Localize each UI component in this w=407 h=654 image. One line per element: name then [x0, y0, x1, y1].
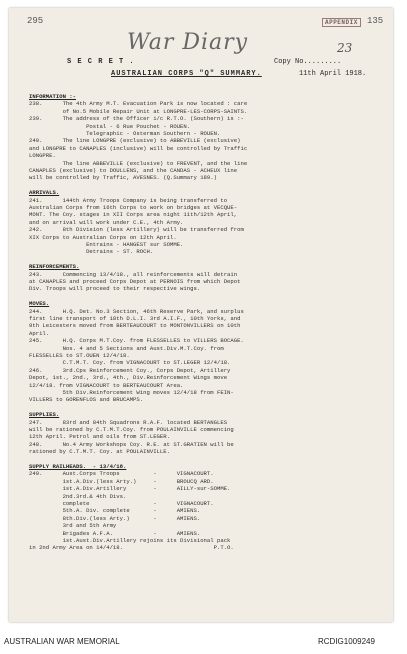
- section-heading: INFORMATION :-: [29, 93, 76, 100]
- text-line: 239. The address of the Officer i/c R.T.O. (Southern) is :-: [29, 115, 244, 123]
- text-line: 247. 83rd and 84th Squadrons R.A.F. located BERTANGLES: [29, 418, 228, 426]
- text-line: 2nd.3rd.& 4th Divs.: [29, 492, 127, 500]
- text-line: 12/4/18. from VIGNACOURT to BERTEAUCOURT Area.: [29, 381, 184, 389]
- text-line: XIX Corps to Australian Corps on 12th April.: [29, 233, 177, 241]
- text-line: 9th Leicesters moved from BERTEAUCOURT to MONTONVILLERS on 10th: [29, 322, 241, 330]
- secret-heading: S E C R E T .: [67, 58, 135, 66]
- text-line: 241. 144th Army Troops Company is being transferred to: [29, 196, 228, 204]
- text-line: 245. H.Q. Corps M.T.Coy. from FLESSELLES to VILLERS BOCAGE.: [29, 337, 244, 345]
- section-heading: REINFORCEMENTS.: [29, 263, 80, 271]
- text-line: C.T.M.T. Coy. from VIGNACOURT to ST.LEGER 12/4/18.: [29, 359, 231, 367]
- archive-reference: RCDIG1009249: [318, 637, 375, 646]
- text-line: 5th.A. Div. complete - AMIENS.: [29, 507, 201, 515]
- text-line: 243. Commencing 13/4/18., all reinforcements will detrain: [29, 270, 238, 278]
- text-line: 242. 8th Division (less Artillery) will be transferred from: [29, 226, 244, 234]
- text-line: Telegraphic - Osterman Southern - ROUEN.: [29, 130, 221, 137]
- section-heading: ARRIVALS.: [29, 189, 60, 197]
- text-line: 1st.A.Div.(less Arty.) - BROUCQ ARD.: [29, 477, 214, 485]
- section-heading: MOVES.: [29, 300, 50, 308]
- text-line: Postal - 6 Rue Pouchet - ROUEN.: [29, 122, 191, 130]
- text-line: Div. Troops will proceed to their respective wings.: [29, 285, 201, 293]
- text-line: April.: [29, 329, 50, 337]
- text-line: 244. H.Q. Det. No.3 Section, 46th Reserve Park, and surplus: [29, 307, 244, 315]
- copy-no: Copy No.........: [274, 58, 342, 66]
- text-line: of No.5 Mobile Repair Unit at LONGPRE-LES-CORPS-SAINTS.: [29, 107, 248, 115]
- document-title: AUSTRALIAN CORPS "Q" SUMMARY.: [111, 70, 262, 78]
- page-number-right: 135: [367, 16, 384, 26]
- text-line: 8th.Div.(less Arty.) - AMIENS.: [29, 514, 201, 522]
- section-heading: SUPPLY RAILHEADS. - 13/4/18.: [29, 463, 127, 470]
- text-line: 249. Aust.Corps Troops - VIGNACOURT.: [29, 470, 214, 478]
- text-line: LONGPRE.: [29, 152, 56, 160]
- text-line: at CANAPLES and proceed Corps Depot at PERNOIS from which Depot: [29, 278, 241, 285]
- text-line: 238. The 4th Army M.T. Evacuation Park is now located : care: [29, 100, 248, 108]
- text-line: will be controlled by Traffic, AVESNES. (Q.Summary 189.): [29, 174, 217, 182]
- text-line: CANAPLES (exclusive) to DOULLENS, and the CANDAS - ACHEUX line: [29, 167, 238, 174]
- page-number-left: 295: [27, 16, 44, 26]
- text-line: Nos. 4 and 5 Sections and Aust.Div.M.T.Coy. from: [29, 344, 224, 352]
- text-line: The line ABBEVILLE (exclusive) to FREVENT, and the line: [29, 159, 248, 167]
- text-line: Brigades A.F.A. - AMIENS.: [29, 529, 201, 537]
- text-line: 5th Div.Reinforcement Wing moves 12/4/18 from FEIN-: [29, 389, 234, 396]
- text-line: in 2nd Army Area on 14/4/18. P.T.O.: [29, 544, 234, 552]
- text-line: first line transport of 18th D.L.I. 3rd A.I.F., 10th Yorks, and: [29, 315, 241, 322]
- text-line: will be rationed by C.T.M.T.Coy. from POULAINVILLE commencing: [29, 426, 234, 433]
- archive-credit: AUSTRALIAN WAR MEMORIAL: [4, 637, 120, 646]
- section-heading: SUPPLIES.: [29, 411, 60, 419]
- text-line: rationed by C.T.M.T. Coy. at POULAINVILLE.: [29, 448, 170, 456]
- text-line: 248. No.4 Army Workshops Coy. R.E. at ST.GRATIEN will be: [29, 440, 234, 448]
- text-line: 1st.A.Div.Artillery - AILLY-sur-SOMME.: [29, 485, 231, 493]
- text-line: and on arrival will work under C.E., 4th Army.: [29, 218, 184, 226]
- text-line: Australian Corps from 16th Corps to work on bridges at VECQUE-: [29, 204, 238, 211]
- copy-number-handwritten: 23: [337, 41, 353, 55]
- document-page: [9, 8, 393, 622]
- text-line: 12th April. Petrol and oils from ST.LEGER.: [29, 433, 170, 441]
- text-line: 3rd and 5th Army: [29, 522, 117, 530]
- text-line: and LONGPRE to CANAPLES (inclusive) will be controlled by Traffic: [29, 144, 248, 152]
- text-line: 1st.Aust.Div.Artillery rejoins its Divisional pack: [29, 537, 231, 544]
- text-line: VILLERS to GORENFLOS and BRUCAMPS.: [29, 396, 144, 404]
- text-line: Detrains - ST. ROCH.: [29, 248, 154, 256]
- document-date: 11th April 1918.: [299, 70, 367, 78]
- text-line: complete - VIGNACOURT.: [29, 500, 214, 507]
- text-line: FLESSELLES to ST.OUEN 12/4/18.: [29, 352, 130, 359]
- text-line: MONT. The Coy. stages in XII Corps area night 11th/12th April,: [29, 211, 238, 219]
- text-line: Depot, 1st., 2nd., 3rd., 4th., Div.Reinforcement Wings move: [29, 374, 228, 382]
- text-line: 240. The line LONGPRE (exclusive) to ABBEVILLE (exclusive): [29, 137, 241, 145]
- text-line: Entrains - HANGEST sur SOMME.: [29, 241, 184, 248]
- handwritten-annotation: War Diary: [127, 30, 249, 55]
- text-line: 246. 3rd.Cps Reinforcement Coy., Corps Depot, Artillery: [29, 366, 231, 374]
- appendix-stamp: APPENDIX: [322, 18, 361, 27]
